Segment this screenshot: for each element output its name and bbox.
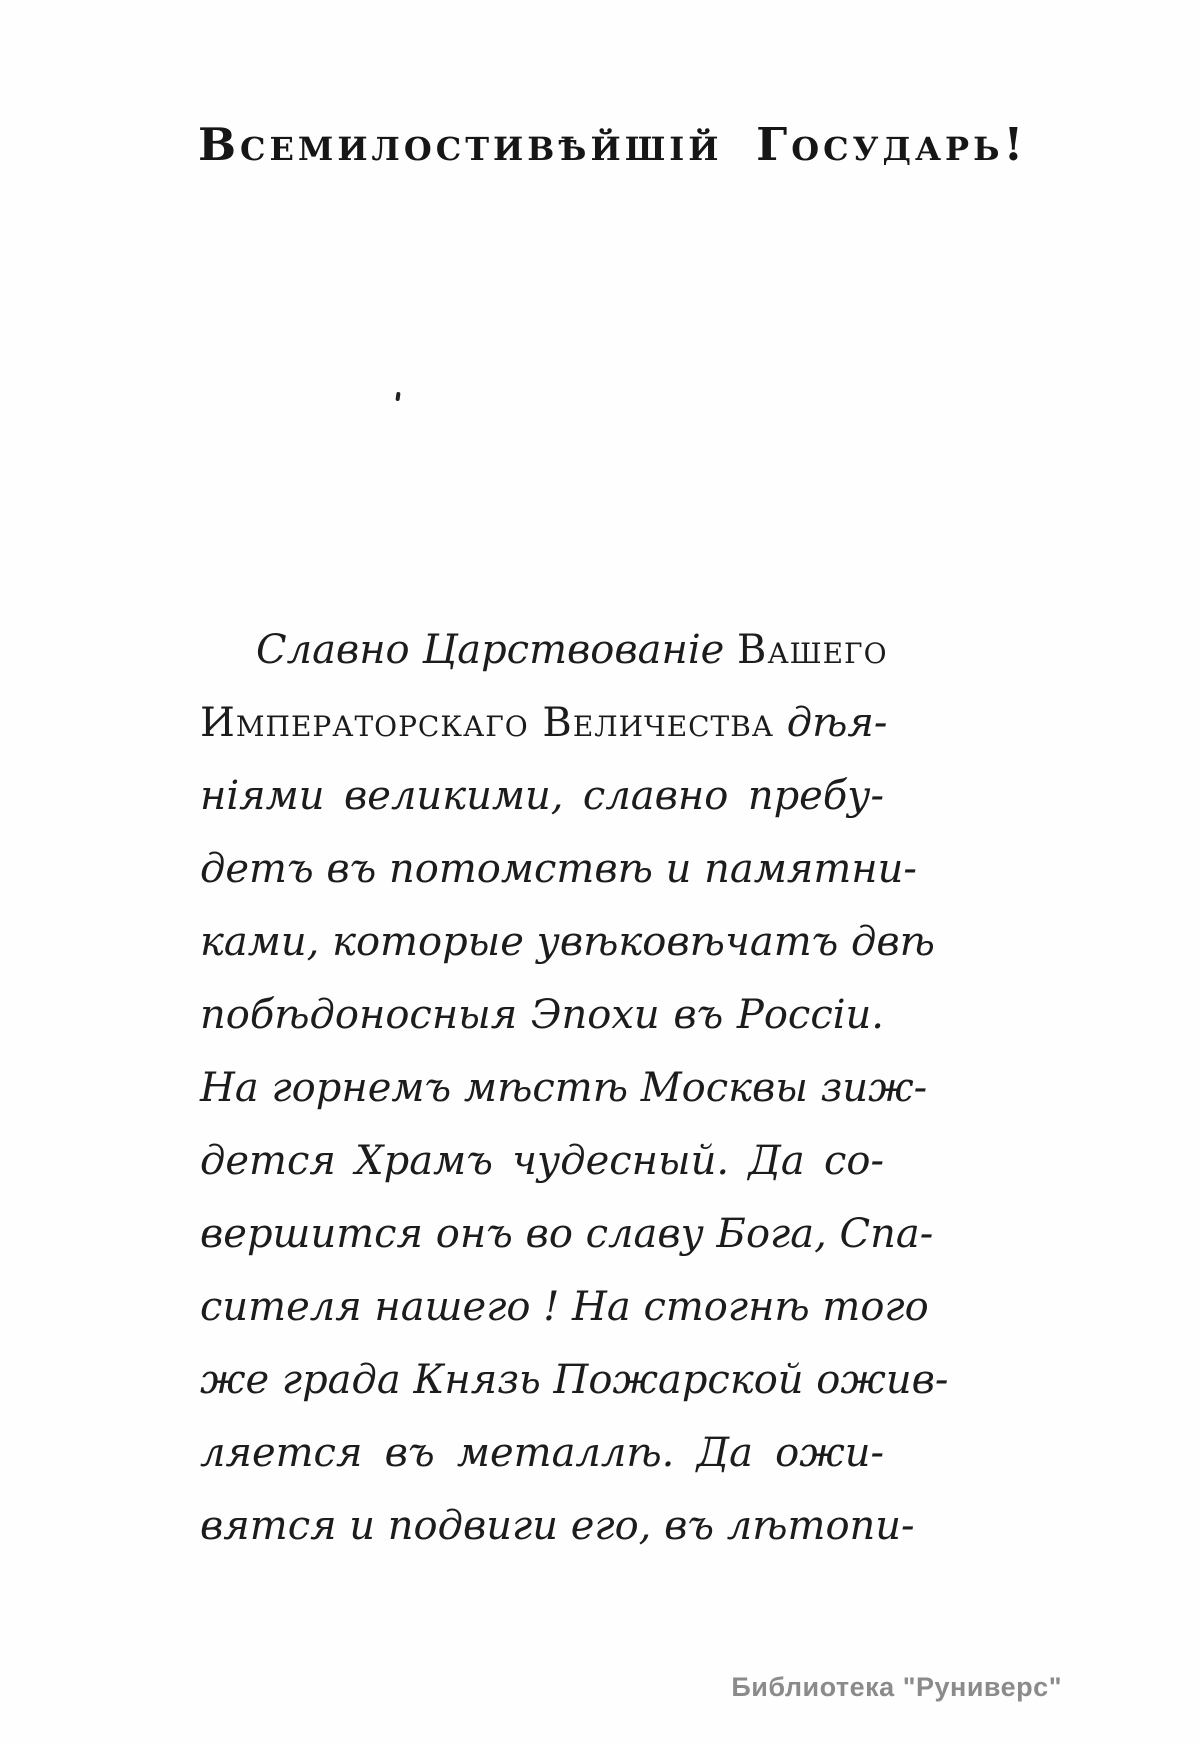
text-segment-italic: дѣя-: [774, 700, 888, 746]
library-watermark: Библиотека "Руниверс": [731, 1672, 1062, 1702]
text-segment-smallcaps: Императорскаго Величества: [200, 700, 775, 746]
text-segment-italic: вятся и подвиги его, въ лѣтопи-: [200, 1503, 915, 1549]
text-line: [200, 1052, 928, 1125]
text-segment-italic: ками, которые увѣковѣчатъ двѣ: [200, 919, 935, 965]
text-line: [200, 1198, 934, 1271]
body-paragraph: [200, 614, 949, 1563]
text-line: [200, 1417, 884, 1490]
text-segment-italic: вершится онъ во славу Бога, Спа-: [200, 1211, 934, 1257]
text-line: [200, 833, 917, 906]
text-line: [200, 979, 884, 1052]
text-line: [200, 760, 884, 833]
text-segment-italic: ляется въ металлѣ. Да ожи-: [200, 1430, 884, 1476]
page-title: Всемилостивѣйшій Государь!: [198, 118, 1028, 171]
text-segment-italic: же града Князь Пожарской ожив-: [200, 1357, 949, 1403]
text-line: [200, 906, 935, 979]
text-segment-italic: детъ въ потомствѣ и памятни-: [200, 846, 917, 892]
text-line: [200, 1125, 884, 1198]
text-segment-smallcaps: Вашего: [737, 627, 888, 673]
text-segment-italic: На горнемъ мѣстѣ Москвы зиж-: [200, 1065, 928, 1111]
text-line: [200, 1490, 915, 1563]
text-line: [200, 1344, 949, 1417]
text-segment-italic: побѣдоносныя Эпохи въ Россіи.: [200, 992, 884, 1038]
text-line: [200, 1271, 929, 1344]
text-segment-italic: ніями великими, славно пребу-: [200, 773, 884, 819]
text-segment-italic: сителя нашего ! На стогнѣ того: [200, 1284, 929, 1330]
text-segment-italic: дется Храмъ чудесный. Да со-: [200, 1138, 884, 1184]
text-line: [200, 687, 888, 760]
text-line: [200, 614, 888, 687]
ink-speck: [395, 392, 400, 401]
text-segment-italic: Славно Царствованіе: [256, 627, 738, 673]
